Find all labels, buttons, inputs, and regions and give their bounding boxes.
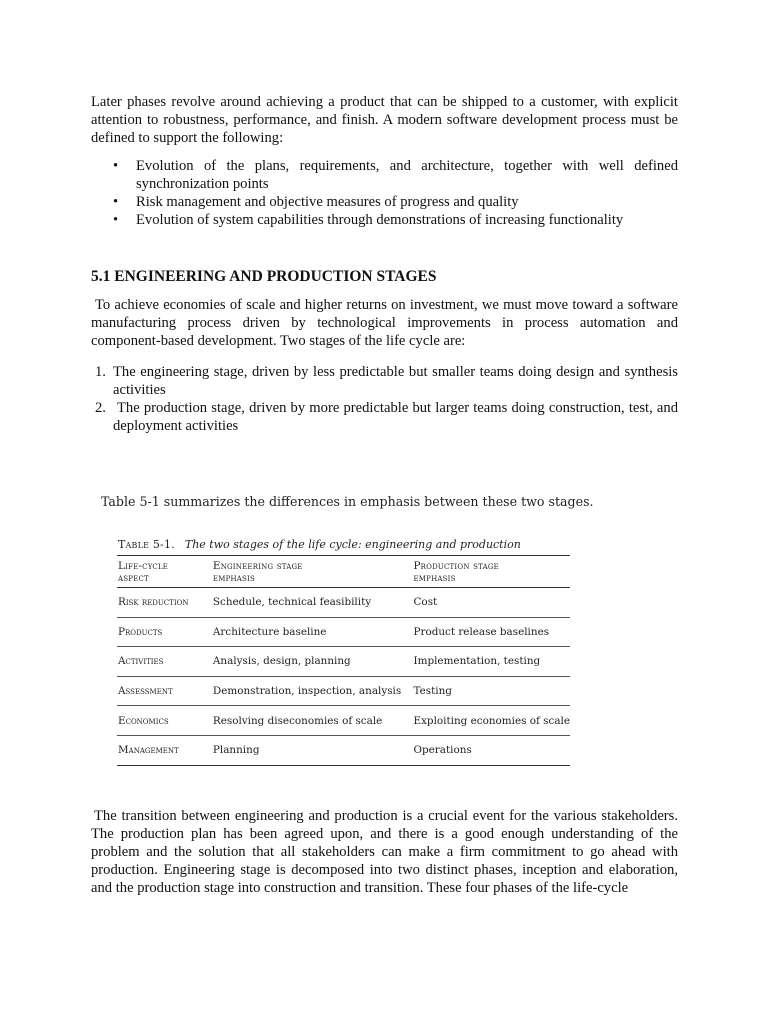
table-cell: Assessment [117, 676, 212, 706]
table-cell: Schedule, technical feasibility [212, 588, 413, 618]
table-cell: Operations [412, 735, 570, 765]
stages-table [117, 555, 570, 766]
table-header-row [117, 556, 570, 588]
section-paragraph: To achieve economies of scale and higher returns on investment, we must move toward a software manufacturing process driven by technological improvements in process automation and component-based development. Two stages of the life cycle are: [91, 297, 678, 349]
table-row [117, 617, 570, 647]
table-header-cell: Engineering stage emphasis [212, 556, 413, 588]
closing-paragraph: The transition between engineering and production is a crucial event for the various stakeholders. The production plan has been agreed upon, and there is a good enough understanding of the problem and the solution that all stakeholders can make a firm commitment to go ahead with production. Engineering stage is decomposed into two distinct phases, inception and elaboration, and the production stage into construction and transition. These four phases of the life-cycle [91, 808, 678, 896]
table-title: The two stages of the life cycle: engineering and production [184, 538, 521, 551]
section-heading: 5.1 ENGINEERING AND PRODUCTION STAGES [91, 268, 437, 285]
list-item: • Evolution of the plans, requirements, and architecture, together with well defined synchronization points [91, 157, 678, 193]
table-cell: Management [117, 735, 212, 765]
table-cell: Economics [117, 706, 212, 736]
table-row [117, 588, 570, 618]
table-cell: Risk reduction [117, 588, 212, 618]
intro-paragraph: Later phases revolve around achieving a product that can be shipped to a customer, with explicit attention to robustness, performance, and finish. A modern software development process must be defined to support the following: [91, 94, 678, 146]
table-row [117, 647, 570, 677]
list-item: • Risk management and objective measures of progress and quality [91, 193, 678, 211]
table-cell: Product release baselines [412, 617, 570, 647]
table-cell: Cost [412, 588, 570, 618]
list-item: • Evolution of system capabilities through demonstrations of increasing functionality [91, 211, 678, 229]
table-header-cell: Production stage emphasis [412, 556, 570, 588]
stages-list [91, 363, 678, 435]
list-item [91, 399, 678, 435]
list-item [91, 363, 678, 399]
table-row [117, 706, 570, 736]
table-label: Table 5-1. [118, 538, 175, 551]
table-cell: Planning [212, 735, 413, 765]
table-cell: Architecture baseline [212, 617, 413, 647]
table-cell: Resolving diseconomies of scale [212, 706, 413, 736]
table-cell: Activities [117, 647, 212, 677]
table-caption [118, 538, 521, 551]
table-cell: Exploiting economies of scale [412, 706, 570, 736]
table-cell: Products [117, 617, 212, 647]
table-cell: Testing [412, 676, 570, 706]
list-number: 1. [95, 364, 106, 380]
list-number: 2. [95, 400, 106, 416]
table-row [117, 676, 570, 706]
table-cell: Implementation, testing [412, 647, 570, 677]
table-cell: Demonstration, inspection, analysis [212, 676, 413, 706]
table-row [117, 735, 570, 765]
table-intro: Table 5-1 summarizes the differences in emphasis between these two stages. [101, 494, 594, 509]
list-text: The production stage, driven by more predictable but larger teams doing construction, test, and deployment activities [113, 400, 678, 434]
list-text: The engineering stage, driven by less predictable but smaller teams doing design and synthesis activities [113, 364, 678, 398]
table-header-cell: Life-cycle aspect [117, 556, 212, 588]
table-cell: Analysis, design, planning [212, 647, 413, 677]
requirements-list [91, 157, 678, 229]
